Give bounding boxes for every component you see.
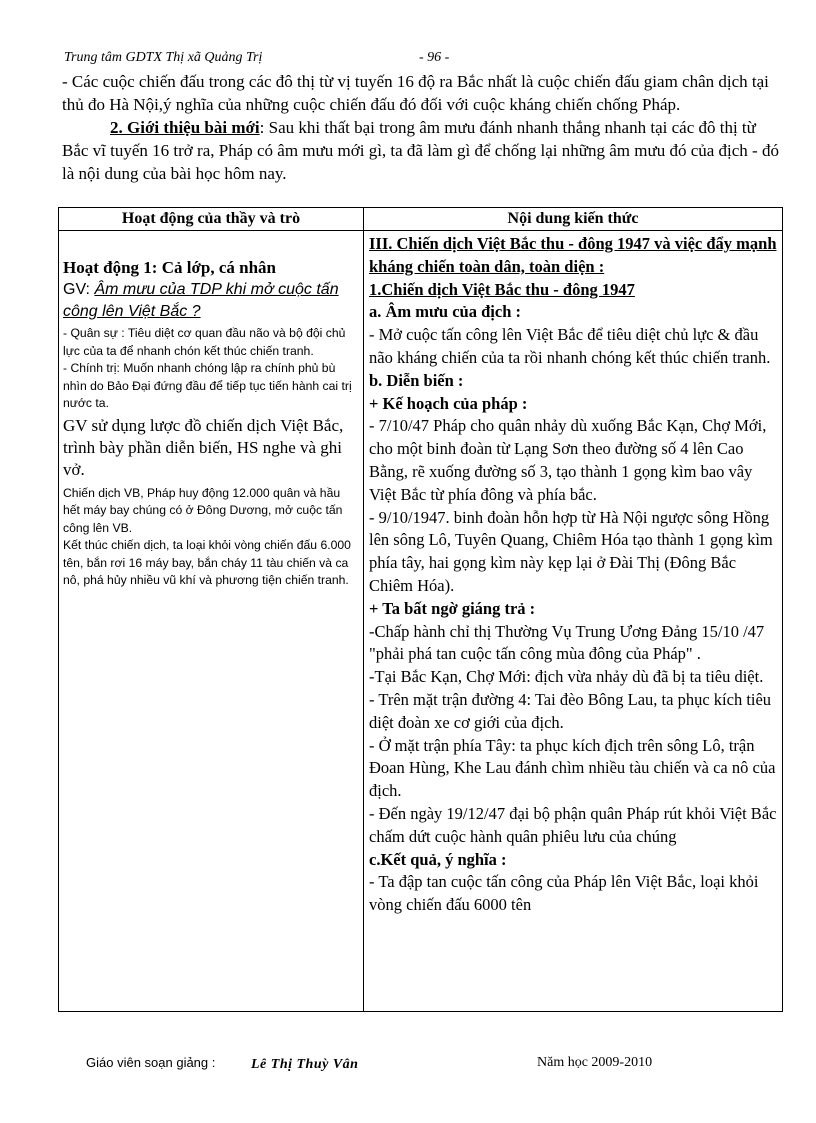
section-label: 2. Giới thiệu bài mới	[110, 118, 260, 137]
page-footer	[0, 1055, 816, 1079]
new-lesson-intro	[62, 116, 782, 185]
col-left-header: Hoạt động của thầy và trò	[59, 208, 364, 231]
note-campaign: Chiến dịch VB, Pháp huy động 12.000 quân và hầu hết máy bay chúng có ở Đông Dương, mở cuộc tấn công lên VB.	[63, 485, 343, 535]
lesson-table	[58, 207, 783, 1012]
note-result: Kết thúc chiến dịch, ta loại khỏi vòng chiến đấu 6.000 tên, bắn rơi 16 máy bay, bắn cháy 11 tàu chiến và ca nô, phá hủy nhiều vũ khí và phương tiện chiến tranh.	[63, 538, 351, 587]
center-name: Trung tâm GDTX Thị xã Quảng Trị	[64, 50, 263, 65]
result-item: - Ta đập tan cuộc tấn công của Pháp lên Việt Bắc, loại khỏi vòng chiến đấu 6000 tên	[369, 872, 759, 915]
plan-item: - 9/10/1947. binh đoàn hỗn hợp từ Hà Nội ngược sông Hồng lên sông Lô, Tuyên Quang, Chiêm Hóa tạo thành 1 gọng kìm phía tây, hai gọng kìm này kẹp lại ở Đài Thị (Đông Bắc Chiêm Hóa).	[369, 507, 773, 595]
heading-c: c.Kết quả, ý nghĩa :	[369, 849, 507, 869]
counter-item: -Chấp hành chỉ thị Thường Vụ Trung Ương Đảng 15/10 /47 "phải phá tan cuộc tấn công mùa đông của Pháp" .	[369, 621, 765, 664]
plan-title: + Kế hoạch của pháp :	[369, 393, 528, 413]
counter-item: - Đến ngày 19/12/47 đại bộ phận quân Pháp rút khỏi Việt Bắc chấm dứt cuộc hành quân phiêu lưu của chúng	[369, 803, 777, 846]
teacher-signature: Lê Thị Thuỳ Vân	[251, 1057, 359, 1072]
gv-task: GV sử dụng lược đồ chiến dịch Việt Bắc, trình bày phần diễn biến, HS nghe và ghi vở.	[63, 415, 344, 479]
knowledge-content-cell	[364, 231, 783, 1012]
note-military: - Quân sự : Tiêu diệt cơ quan đầu não và bộ đội chủ lực của ta để nhanh chón kết thúc chiến tranh.	[63, 326, 346, 358]
plan-item: - 7/10/47 Pháp cho quân nhảy dù xuống Bắc Kạn, Chợ Mới, cho một binh đoàn từ Lạng Sơn theo đường số 4 lên Cao Bằng, rẽ xuống đường số 3, tạo thành 1 gọng kìm bao vây Việt Bắc từ phía đông và phía bắc.	[369, 416, 767, 504]
counter-item: - Ở mặt trận phía Tây: ta phục kích địch trên sông Lô, trận Đoan Hùng, Khe Lau đánh chìm nhiều tàu chiến và ca nô của địch.	[369, 735, 776, 801]
teacher-label: Giáo viên soạn giảng :	[86, 1055, 216, 1070]
teacher-activity-cell	[59, 231, 364, 1012]
section-text: : Sau khi thất bại trong âm mưu đánh nhanh thắng nhanh tại các đô thị từ Bắc vĩ tuyến 16 trở ra, Pháp có âm mưu mới gì, ta đã làm gì để chống lại những âm mưu đó của địch - đó là nội dung của bài học hôm nay.	[62, 118, 779, 183]
page-number: - 96 -	[419, 50, 450, 65]
heading-a: a. Âm mưu của địch :	[369, 302, 521, 322]
intro-section	[62, 70, 782, 185]
school-year: Năm học 2009-2010	[537, 1055, 653, 1070]
counter-item: - Trên mặt trận đường 4: Tai đèo Bông Lau, ta phục kích tiêu diệt đoàn xe cơ giới của địch.	[369, 689, 772, 732]
section-title: III. Chiến dịch Việt Bắc thu - đông 1947 và việc đẩy mạnh kháng chiến toàn dân, toàn diện :	[369, 234, 777, 276]
heading-b: b. Diễn biến :	[369, 370, 464, 390]
activity-title: Hoạt động 1: Cả lớp, cá nhân	[63, 258, 276, 277]
intro-line: - Các cuộc chiến đấu trong các đô thị từ vị tuyến 16 độ ra Bắc nhất là cuộc chiến đấu giam chân dịch tại thủ đo Hà Nội,ý nghĩa của những cuộc chiến đấu đó đối với cuộc kháng chiến chống Pháp.	[62, 72, 769, 114]
page-header	[64, 50, 764, 70]
counter-title: + Ta bất ngờ giáng trả :	[369, 598, 536, 618]
counter-item: -Tại Bắc Kạn, Chợ Mới: địch vừa nhảy dù đã bị ta tiêu diệt.	[369, 667, 764, 687]
subsection-title: 1.Chiến dịch Việt Bắc thu - đông 1947	[369, 279, 635, 299]
text-a: - Mở cuộc tấn công lên Việt Bắc để tiêu diệt chủ lực & đầu não kháng chiến của ta rồi nhanh chóng kết thúc chiến tranh.	[369, 325, 771, 367]
col-right-header: Nội dung kiến thức	[364, 208, 783, 231]
note-political: - Chính trị: Muốn nhanh chóng lập ra chính phủ bù nhìn do Bảo Đại đứng đầu để tiếp tục tiến hành cai trị nước ta.	[63, 361, 352, 410]
gv-question: GV: Âm mưu của TDP khi mở cuộc tấn công lên Việt Bắc ?	[63, 281, 339, 320]
